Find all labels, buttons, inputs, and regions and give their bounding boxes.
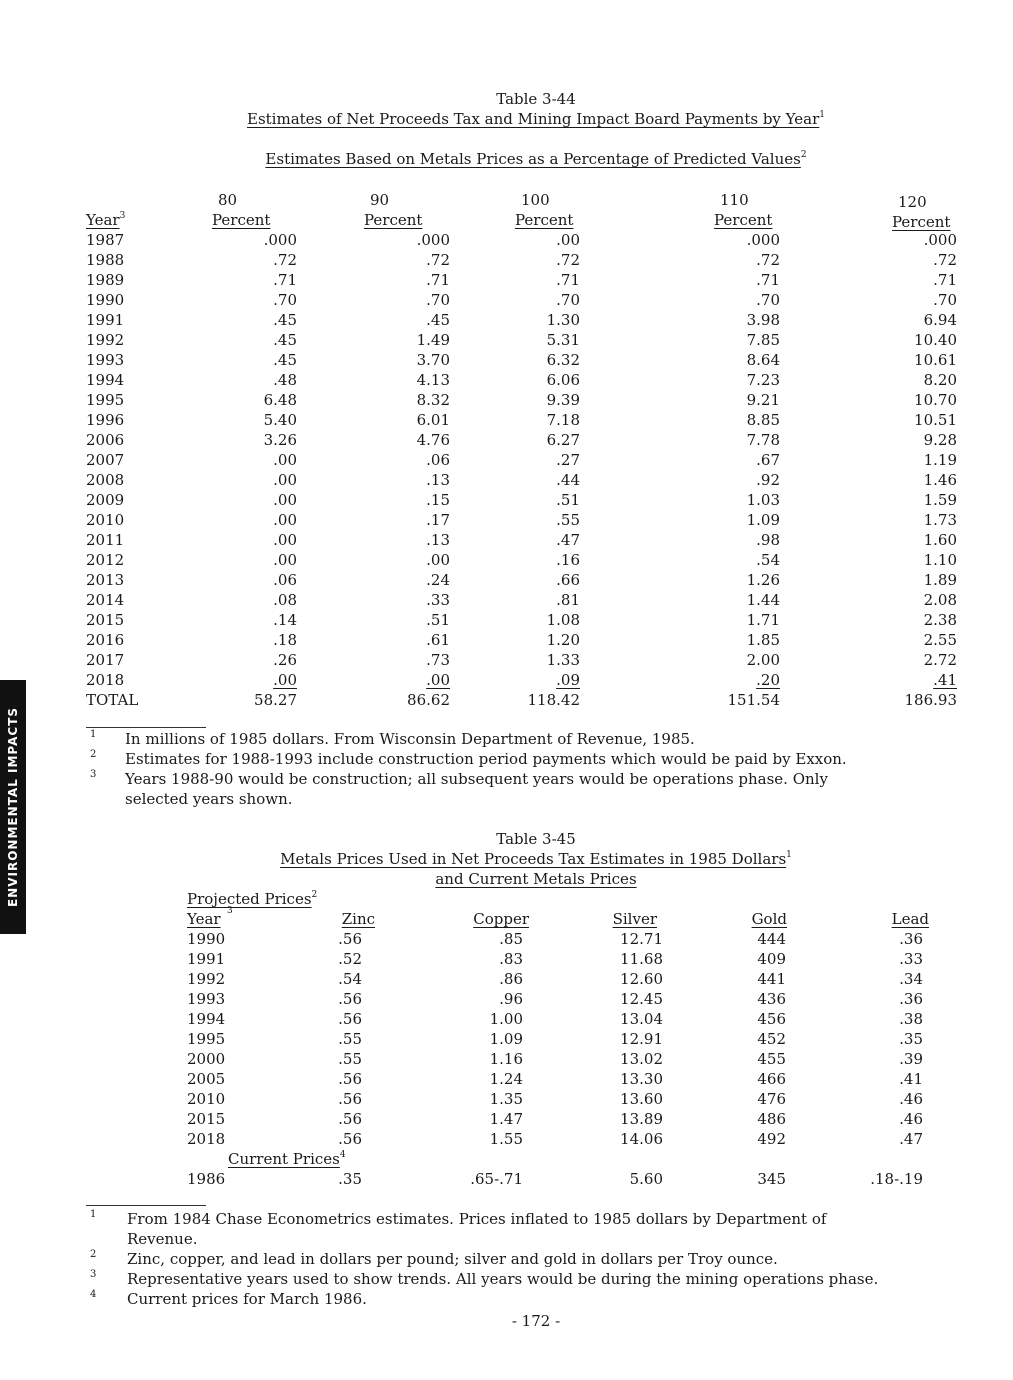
value-cell: 2.55 (923, 631, 957, 649)
value-cell: .70 (426, 291, 450, 309)
total-cell: 58.27 (254, 691, 297, 709)
value-cell: .70 (933, 291, 957, 309)
total-cell: 118.42 (527, 691, 580, 709)
value-cell: .00 (273, 491, 297, 509)
table-row (0, 949, 1013, 969)
table-row (0, 969, 1013, 989)
percent-column-number: 80 (218, 191, 238, 209)
table-3-45-subtitle: and Current Metals Prices (435, 870, 637, 888)
value-cell: .81 (556, 591, 580, 609)
percent-column-label: Percent (515, 211, 574, 229)
footnote-text: Zinc, copper, and lead in dollars per pound; silver and gold in dollars per Troy ounce. (127, 1250, 778, 1268)
value-cell: 1.19 (923, 451, 957, 469)
price-cell: 466 (757, 1070, 786, 1088)
value-cell: 8.64 (746, 351, 780, 369)
value-cell: .00 (273, 551, 297, 569)
year-cell: 1992 (86, 331, 125, 349)
price-cell: 5.60 (629, 1170, 663, 1188)
value-cell: 1.89 (923, 571, 957, 589)
year-cell: 2018 (187, 1130, 226, 1148)
column-header: Lead (891, 910, 929, 928)
value-cell: .51 (556, 491, 580, 509)
price-cell: 12.60 (620, 970, 663, 988)
value-cell: 8.20 (923, 371, 957, 389)
value-column (660, 230, 780, 710)
value-cell: 4.13 (416, 371, 450, 389)
year-cell: TOTAL (86, 691, 139, 709)
value-cell: 7.85 (746, 331, 780, 349)
value-cell: .00 (426, 551, 450, 569)
year-cell: 2010 (86, 511, 125, 529)
value-cell: .61 (426, 631, 450, 649)
year-cell: 1994 (187, 1010, 226, 1028)
value-cell: 2.72 (923, 651, 957, 669)
year-cell: 1993 (86, 351, 125, 369)
value-cell: .18 (273, 631, 297, 649)
table-row (0, 1069, 1013, 1089)
value-cell: .14 (273, 611, 297, 629)
value-cell: 7.78 (746, 431, 780, 449)
table-row (0, 929, 1013, 949)
value-cell: 1.33 (546, 651, 580, 669)
value-cell: 1.73 (923, 511, 957, 529)
value-cell: 6.27 (546, 431, 580, 449)
year-cell: 2011 (86, 531, 125, 549)
column-header: Zinc (341, 910, 375, 928)
value-cell: 1.60 (923, 531, 957, 549)
year-cell: 2008 (86, 471, 125, 489)
value-cell: 1.20 (546, 631, 580, 649)
column-header: Silver (612, 910, 657, 928)
value-cell: .000 (923, 231, 957, 249)
price-cell: 409 (757, 950, 786, 968)
value-cell: .71 (426, 271, 450, 289)
value-cell: .26 (273, 651, 297, 669)
side-tab-label: ENVIRONMENTAL IMPACTS (6, 706, 20, 908)
value-cell: 1.10 (923, 551, 957, 569)
price-cell: 1.00 (489, 1010, 523, 1028)
percent-column-number: 90 (370, 191, 390, 209)
value-cell: 1.59 (923, 491, 957, 509)
percent-column-number: 110 (720, 191, 749, 209)
year-cell: 1990 (187, 930, 226, 948)
price-cell: 1.35 (489, 1090, 523, 1108)
value-cell: 1.03 (746, 491, 780, 509)
price-cell: .33 (899, 950, 923, 968)
value-cell: 2.00 (746, 651, 780, 669)
year-cell: 2016 (86, 631, 125, 649)
value-cell: 2.38 (923, 611, 957, 629)
price-cell: .36 (899, 990, 923, 1008)
value-cell: .72 (933, 251, 957, 269)
value-cell: 5.40 (263, 411, 297, 429)
percent-column-label: Percent (892, 213, 951, 231)
price-cell: .85 (499, 930, 523, 948)
value-cell: 9.28 (923, 431, 957, 449)
price-cell: 14.06 (620, 1130, 663, 1148)
value-cell: 1.08 (546, 611, 580, 629)
price-cell: 13.30 (620, 1070, 663, 1088)
value-cell: 9.39 (546, 391, 580, 409)
value-cell: 10.61 (914, 351, 957, 369)
value-cell: 10.70 (914, 391, 957, 409)
value-cell: 1.49 (416, 331, 450, 349)
value-cell: 1.44 (746, 591, 780, 609)
value-cell: .00 (273, 531, 297, 549)
price-cell: .35 (338, 1170, 362, 1188)
value-cell: .16 (556, 551, 580, 569)
year-cell: 2000 (187, 1050, 226, 1068)
price-cell: 13.04 (620, 1010, 663, 1028)
price-cell: 444 (757, 930, 786, 948)
price-cell: 1.24 (489, 1070, 523, 1088)
value-cell: 1.26 (746, 571, 780, 589)
value-cell: .45 (273, 331, 297, 349)
year-column-header: Year$^3$ (86, 211, 126, 229)
value-cell: .70 (273, 291, 297, 309)
price-cell: 13.60 (620, 1090, 663, 1108)
price-cell: .96 (499, 990, 523, 1008)
footnote-mark: 1 (90, 1209, 97, 1220)
price-cell: .52 (338, 950, 362, 968)
total-cell: 151.54 (727, 691, 780, 709)
price-cell: 345 (757, 1170, 786, 1188)
value-cell: .71 (756, 271, 780, 289)
value-cell: .54 (756, 551, 780, 569)
value-cell: .72 (756, 251, 780, 269)
percent-column-label: Percent (212, 211, 271, 229)
value-cell: 1.09 (746, 511, 780, 529)
price-cell: .35 (899, 1030, 923, 1048)
price-cell: .34 (899, 970, 923, 988)
value-cell: .41 (933, 671, 957, 689)
year-cell: 1995 (86, 391, 125, 409)
value-cell: .67 (756, 451, 780, 469)
price-cell: .65-.71 (470, 1170, 523, 1188)
price-cell: 12.91 (620, 1030, 663, 1048)
value-cell: .08 (273, 591, 297, 609)
total-cell: 86.62 (407, 691, 450, 709)
table-3-45-number: Table 3-45 (496, 830, 576, 848)
price-cell: .18-.19 (870, 1170, 923, 1188)
value-cell: .000 (263, 231, 297, 249)
price-cell: .56 (338, 1010, 362, 1028)
price-cell: .86 (499, 970, 523, 988)
value-cell: 10.51 (914, 411, 957, 429)
value-column (460, 230, 580, 710)
footnote-mark: 1 (90, 729, 97, 740)
value-cell: .00 (556, 231, 580, 249)
value-cell: .70 (556, 291, 580, 309)
price-cell: 492 (757, 1130, 786, 1148)
price-cell: 13.89 (620, 1110, 663, 1128)
price-cell: .46 (899, 1090, 923, 1108)
value-cell: 6.32 (546, 351, 580, 369)
value-cell: .98 (756, 531, 780, 549)
price-cell: .46 (899, 1110, 923, 1128)
year-cell: 1994 (86, 371, 125, 389)
year-cell: 2015 (187, 1110, 226, 1128)
footnote-text: Years 1988-90 would be construction; all subsequent years would be operations phase. Only (125, 770, 828, 788)
year-cell: 2005 (187, 1070, 226, 1088)
value-cell: 10.40 (914, 331, 957, 349)
value-cell: .17 (426, 511, 450, 529)
price-cell: .56 (338, 930, 362, 948)
price-cell: 11.68 (620, 950, 663, 968)
value-cell: .000 (746, 231, 780, 249)
value-cell: .70 (756, 291, 780, 309)
footnote-text: Representative years used to show trends. All years would be during the mining operations phase. (127, 1270, 879, 1288)
price-cell: .56 (338, 1070, 362, 1088)
page-number: - 172 - (511, 1312, 561, 1330)
value-cell: .55 (556, 511, 580, 529)
year-cell: 2015 (86, 611, 125, 629)
price-cell: 1.16 (489, 1050, 523, 1068)
year-cell: 1989 (86, 271, 125, 289)
year-cell: 2018 (86, 671, 125, 689)
value-cell: 6.01 (416, 411, 450, 429)
table-row (0, 1029, 1013, 1049)
year-cell: 2013 (86, 571, 125, 589)
column-header: Copper (473, 910, 529, 928)
value-cell: 6.94 (923, 311, 957, 329)
value-cell: 1.71 (746, 611, 780, 629)
value-cell: 5.31 (546, 331, 580, 349)
value-cell: .09 (556, 671, 580, 689)
value-cell: .71 (556, 271, 580, 289)
percent-column-number: 120 (898, 193, 927, 211)
footnote-text: Estimates for 1988-1993 include construction period payments which would be paid by Exxon. (125, 750, 847, 768)
value-cell: .33 (426, 591, 450, 609)
projected-prices-label: Projected Prices$^2$ (187, 890, 318, 908)
price-cell: 441 (757, 970, 786, 988)
year-cell: 1990 (86, 291, 125, 309)
value-cell: .72 (426, 251, 450, 269)
price-cell: 1.55 (489, 1130, 523, 1148)
value-column (330, 230, 450, 710)
footnote-text: Current prices for March 1986. (127, 1290, 367, 1308)
value-cell: .000 (416, 231, 450, 249)
value-cell: 1.85 (746, 631, 780, 649)
value-cell: .45 (273, 351, 297, 369)
value-cell: .72 (273, 251, 297, 269)
total-cell: 186.93 (904, 691, 957, 709)
table-3-44-year-column (86, 230, 138, 710)
value-cell: .48 (273, 371, 297, 389)
footnote-mark: 4 (90, 1289, 97, 1300)
table-row (0, 1009, 1013, 1029)
year-cell: 1991 (86, 311, 125, 329)
value-cell: .27 (556, 451, 580, 469)
table-row (0, 1129, 1013, 1149)
price-cell: .39 (899, 1050, 923, 1068)
price-cell: .38 (899, 1010, 923, 1028)
year-cell: 1987 (86, 231, 125, 249)
table-3-45-title: Metals Prices Used in Net Proceeds Tax Estimates in 1985 Dollars$^1$ (280, 850, 792, 868)
value-cell: .45 (426, 311, 450, 329)
year-cell: 2009 (86, 491, 125, 509)
value-cell: .24 (426, 571, 450, 589)
value-cell: .13 (426, 531, 450, 549)
value-cell: .51 (426, 611, 450, 629)
price-cell: .56 (338, 990, 362, 1008)
value-cell: .00 (273, 511, 297, 529)
value-cell: .13 (426, 471, 450, 489)
year-cell: 1996 (86, 411, 125, 429)
value-cell: .72 (556, 251, 580, 269)
year-cell: 1995 (187, 1030, 226, 1048)
price-cell: 1.47 (489, 1110, 523, 1128)
value-column (177, 230, 297, 710)
year-cell: 2006 (86, 431, 125, 449)
percent-column-number: 100 (521, 191, 550, 209)
value-cell: .73 (426, 651, 450, 669)
price-cell: .47 (899, 1130, 923, 1148)
footnote-mark: 2 (90, 749, 97, 760)
side-tab (0, 680, 26, 934)
year-cell: 1992 (187, 970, 226, 988)
year-cell: 2007 (86, 451, 125, 469)
price-cell: 12.45 (620, 990, 663, 1008)
table-row (0, 1089, 1013, 1109)
table-row (0, 989, 1013, 1009)
price-cell: .56 (338, 1110, 362, 1128)
year-cell: 1986 (187, 1170, 226, 1188)
value-cell: .06 (426, 451, 450, 469)
price-cell: .54 (338, 970, 362, 988)
value-cell: .00 (273, 471, 297, 489)
price-cell: .55 (338, 1030, 362, 1048)
table-row (0, 1049, 1013, 1069)
price-cell: .83 (499, 950, 523, 968)
value-cell: 3.26 (263, 431, 297, 449)
value-cell: 4.76 (416, 431, 450, 449)
value-cell: 7.18 (546, 411, 580, 429)
value-cell: .45 (273, 311, 297, 329)
price-cell: .36 (899, 930, 923, 948)
current-prices-sup: 4 (339, 1150, 346, 1160)
current-prices-label (228, 1149, 346, 1169)
value-cell: .06 (273, 571, 297, 589)
value-cell: 1.46 (923, 471, 957, 489)
table-3-44-subtitle: Estimates Based on Metals Prices as a Percentage of Predicted Values$^2$ (265, 150, 807, 168)
value-cell: 6.06 (546, 371, 580, 389)
price-cell: 1.09 (489, 1030, 523, 1048)
year-cell: 2017 (86, 651, 125, 669)
footnote-mark: 3 (90, 769, 97, 780)
price-cell: .55 (338, 1050, 362, 1068)
price-cell: 13.02 (620, 1050, 663, 1068)
price-cell: 486 (757, 1110, 786, 1128)
value-cell: 3.70 (416, 351, 450, 369)
table-row (0, 1109, 1013, 1129)
value-cell: .00 (273, 451, 297, 469)
percent-column-label: Percent (714, 211, 773, 229)
year-cell: 1991 (187, 950, 226, 968)
table-3-45-header-row: Year Zinc Copper Silver Gold Lead 3 (187, 906, 929, 928)
footnote-rule (86, 727, 206, 728)
footnote-text: Revenue. (127, 1230, 198, 1248)
value-cell: 8.32 (416, 391, 450, 409)
value-cell: .00 (273, 671, 297, 689)
value-cell: .47 (556, 531, 580, 549)
value-cell: 2.08 (923, 591, 957, 609)
footnote-text: From 1984 Chase Econometrics estimates. Prices inflated to 1985 dollars by Department of (127, 1210, 827, 1228)
table-3-44-title: Estimates of Net Proceeds Tax and Mining Impact Board Payments by Year$^1$ (247, 110, 825, 128)
current-prices-text: Current Prices (228, 1150, 340, 1168)
footnote-text: In millions of 1985 dollars. From Wisconsin Department of Revenue, 1985. (125, 730, 695, 748)
price-cell: 452 (757, 1030, 786, 1048)
price-cell: .56 (338, 1090, 362, 1108)
year-cell: 2012 (86, 551, 125, 569)
value-cell: .20 (756, 671, 780, 689)
value-cell: .71 (933, 271, 957, 289)
value-cell: .15 (426, 491, 450, 509)
column-header: Gold (751, 910, 787, 928)
price-cell: 456 (757, 1010, 786, 1028)
column-header: Year (187, 910, 221, 928)
value-cell: .66 (556, 571, 580, 589)
percent-column-label: Percent (364, 211, 423, 229)
table-3-44-number: Table 3-44 (496, 90, 576, 108)
year-cell: 1993 (187, 990, 226, 1008)
value-cell: 6.48 (263, 391, 297, 409)
value-cell: 9.21 (746, 391, 780, 409)
year-cell: 1988 (86, 251, 125, 269)
price-cell: 436 (757, 990, 786, 1008)
value-cell: 7.23 (746, 371, 780, 389)
footnote-text: selected years shown. (125, 790, 293, 808)
price-cell: .56 (338, 1130, 362, 1148)
price-cell: 12.71 (620, 930, 663, 948)
value-cell: 1.30 (546, 311, 580, 329)
price-cell: 476 (757, 1090, 786, 1108)
year-cell: 2010 (187, 1090, 226, 1108)
value-cell: 3.98 (746, 311, 780, 329)
footnote-rule (86, 1205, 206, 1206)
value-cell: .00 (426, 671, 450, 689)
value-column (837, 230, 957, 710)
footnote-mark: 3 (90, 1269, 97, 1280)
price-cell: 455 (757, 1050, 786, 1068)
footnote-mark: 2 (90, 1249, 97, 1260)
value-cell: .92 (756, 471, 780, 489)
price-cell: .41 (899, 1070, 923, 1088)
year-cell: 2014 (86, 591, 125, 609)
value-cell: 8.85 (746, 411, 780, 429)
value-cell: .44 (556, 471, 580, 489)
current-price-row (0, 1169, 1013, 1189)
value-cell: .71 (273, 271, 297, 289)
